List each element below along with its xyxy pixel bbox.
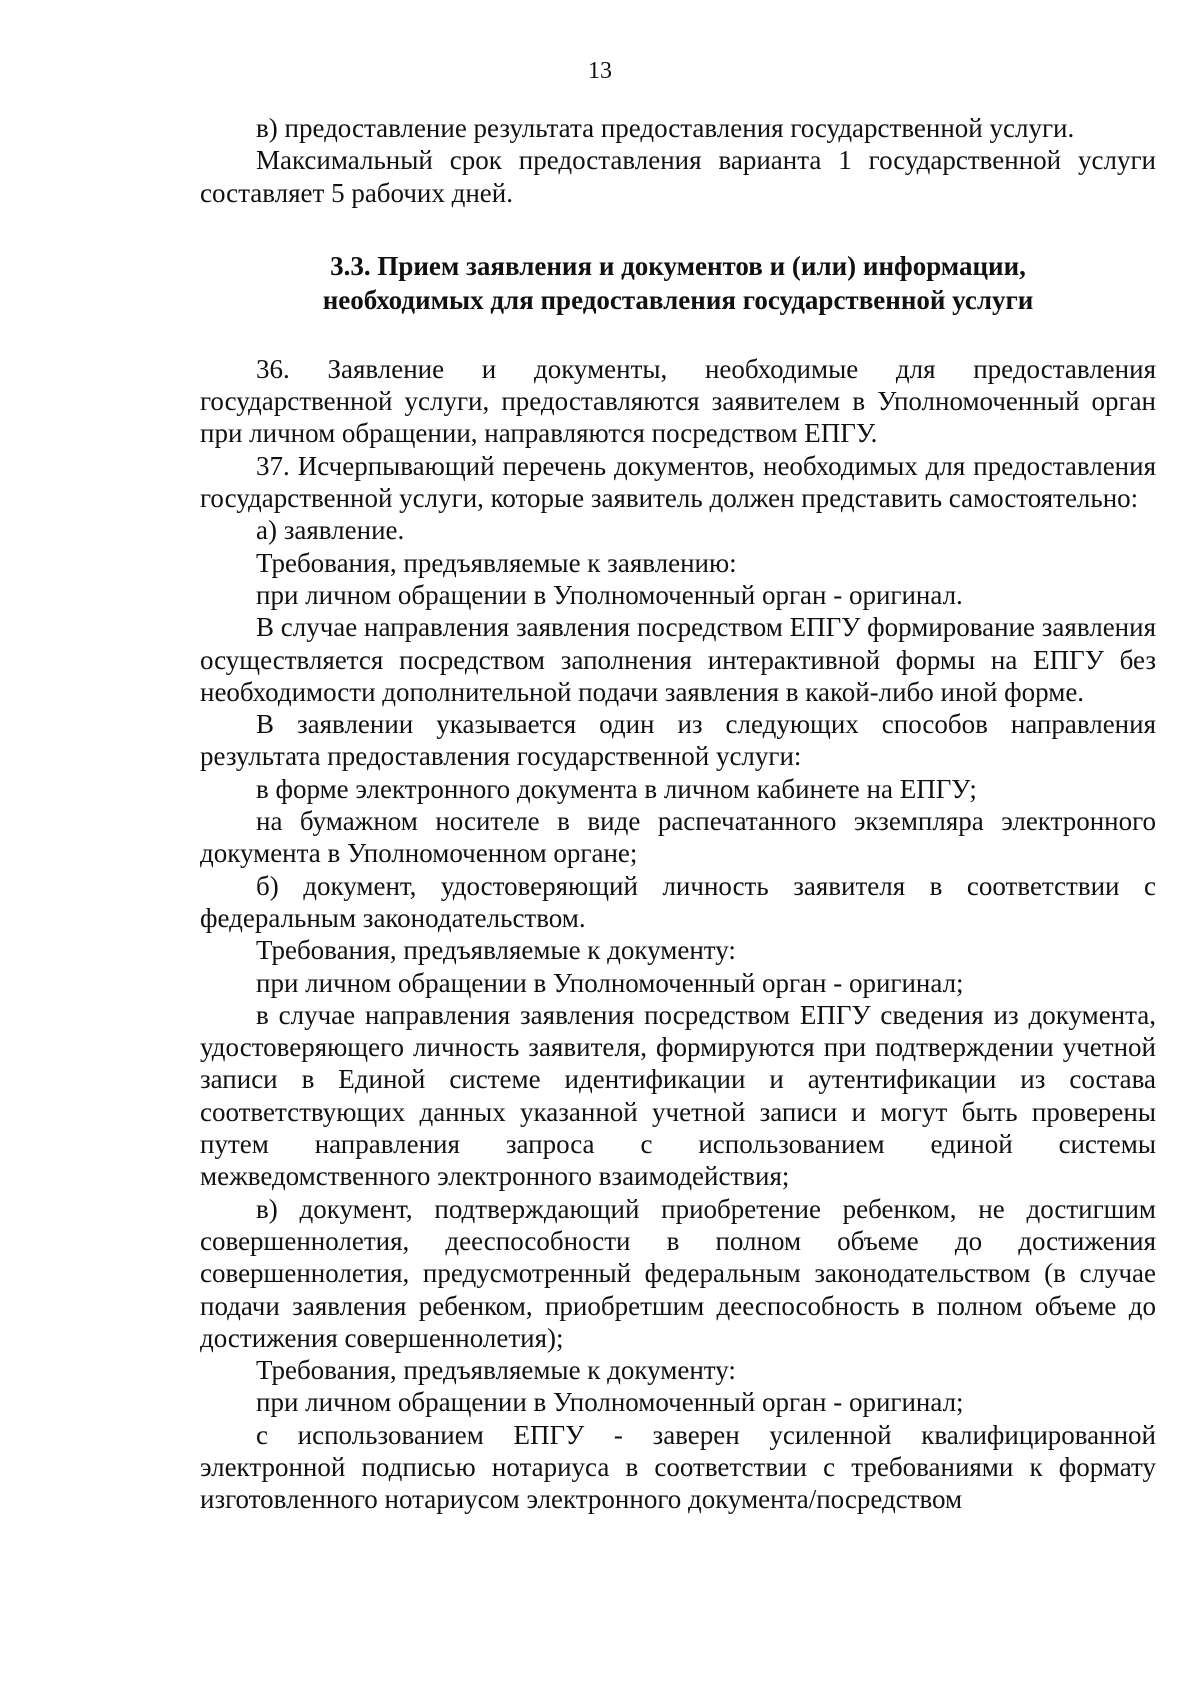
paragraph: Требования, предъявляемые к документу: — [256, 1355, 736, 1386]
paragraph: В заявлении указывается один из следующих способов направления результата предоставления государственной услуги: — [200, 709, 1156, 772]
paragraph: 36. Заявление и документы, необходимые для предоставления государственной услуги, предоставляются заявителем в Уполномоченный орган при личном обращении, направляются посредством ЕПГУ. — [200, 353, 1156, 449]
paragraph: на бумажном носителе в виде распечатанного экземпляра электронного документа в Уполномоченном органе; — [200, 806, 1156, 869]
page-number: 13 — [588, 58, 612, 84]
paragraph: при личном обращении в Уполномоченный орган - оригинал. — [256, 579, 963, 610]
paragraph: с использованием ЕПГУ - заверен усиленной квалифицированной электронной подписью нотариуса в соответствии с требованиями к формату изготовленного нотариусом электронного документа/посредством — [200, 1419, 1156, 1515]
paragraph: в) документ, подтверждающий приобретение ребенком, не достигшим совершеннолетия, дееспособности в полном объеме до достижения совершеннолетия, предусмотренный федеральным законодательством (в случае подачи заявления ребенком, приобретшим дееспособность в полном объеме до достижения совершеннолетия); — [200, 1193, 1156, 1353]
paragraph: в случае направления заявления посредством ЕПГУ сведения из документа, удостоверяющего личность заявителя, формируются при подтверждении учетной записи в Единой системе идентификации и аутентификации из состава соответствующих данных указанной учетной записи и могут быть проверены путем направления запроса с использованием единой системы межведомственного электронного взаимодействия; — [200, 999, 1156, 1192]
paragraph: при личном обращении в Уполномоченный орган - оригинал; — [256, 1387, 964, 1418]
paragraph: Требования, предъявляемые к документу: — [256, 935, 736, 966]
paragraph: 37. Исчерпывающий перечень документов, необходимых для предоставления государственной услуги, которые заявитель должен представить самостоятельно: — [200, 450, 1156, 514]
paragraph: в форме электронного документа в личном кабинете на ЕПГУ; — [256, 773, 977, 804]
section-heading-line: необходимых для предоставления государственной услуги — [322, 284, 1034, 315]
paragraph: при личном обращении в Уполномоченный орган - оригинал; — [256, 967, 964, 998]
paragraph: а) заявление. — [256, 515, 405, 546]
paragraph: В случае направления заявления посредством ЕПГУ формирование заявления осуществляется посредством заполнения интерактивной формы на ЕПГУ без необходимости дополнительной подачи заявления в какой-либо иной форме. — [200, 612, 1156, 707]
paragraph: Требования, предъявляемые к заявлению: — [256, 547, 737, 578]
document-body — [200, 112, 1156, 1516]
section-heading — [200, 249, 1156, 317]
section-heading-line: 3.3. Прием заявления и документов и (или) информации, — [330, 250, 1026, 281]
paragraph: б) документ, удостоверяющий личность заявителя в соответствии с федеральным законодательством. — [200, 870, 1156, 933]
paragraph: Максимальный срок предоставления варианта 1 государственной услуги составляет 5 рабочих дней. — [200, 145, 1156, 208]
paragraph: в) предоставление результата предоставления государственной услуги. — [256, 113, 1075, 143]
